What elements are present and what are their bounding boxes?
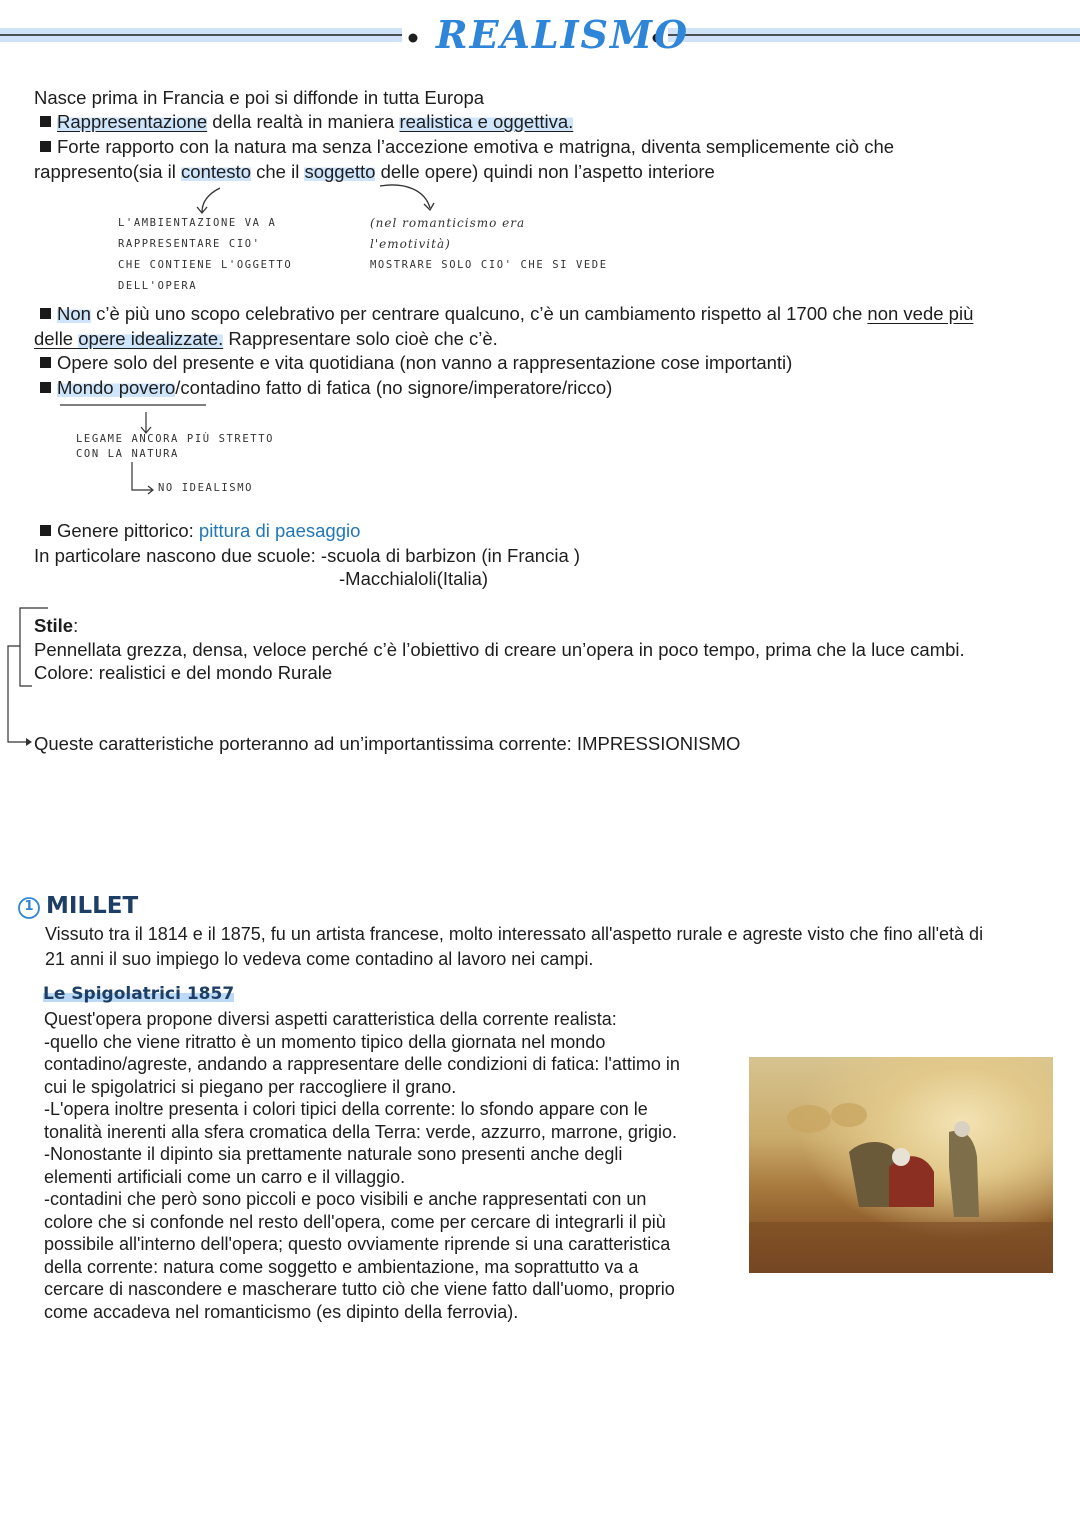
work-title: Le Spigolatrici 1857 <box>43 984 235 1004</box>
stile-colore: Colore: realistici e del mondo Rurale <box>34 662 333 683</box>
bullet-square-icon <box>40 308 51 319</box>
bullet-square-icon <box>40 116 51 127</box>
painting-spigolatrici <box>749 1057 1053 1273</box>
note-ambientazione: L'AMBIENTAZIONE VA A RAPPRESENTARE CIO' CHE CONTIENE L'OGGETTO DELL'OPERA <box>118 217 293 292</box>
bullet-mondo-povero: Mondo povero/contadino fatto di fatica (no signore/imperatore/ricco) <box>40 376 612 401</box>
bullet-scopo-celebrativo: Non c’è più uno scopo celebrativo per centrare qualcuno, c’è un cambiamento rispetto al 1700 che non vede più <box>40 302 973 327</box>
school-macchiaioli: -Macchialoli(Italia) <box>339 568 489 589</box>
work-description: Quest'opera propone diversi aspetti caratteristica della corrente realista: -quello che viene ritratto è un momento tipico della giornata nel mondo contadino/agreste, andando a rappresentare delle condizioni di fatica: l'attimo in cui le spigolatrici si piegano per raccogliere il grano. -L'opera inoltre presenta i colori tipici della corrente: lo sfondo appare con le tonalità inerenti alla sfera cromatica della Terra: verde, azzurro, marrone, grigio. -Nonostante il dipinto sia prettamente naturale sono presenti anche degli elementi artificiali come un carro e il villaggio. -contadini che però sono piccoli e poco visibili e anche rappresentati con un colore che si confonde nel resto dell'opera, come per cercare di integrarli il più possibile all'interno dell'opera; questo ovviamente riprende si una caratteristica della corrente: natura come soggetto e ambientazione, ma soprattutto va a cercare di nascondere e mascherare tutto ciò che viene fatto dall'uomo, proprio come accadeva nel romanticismo (es dipinto della ferrovia). <box>44 1009 680 1322</box>
bullet-square-icon <box>40 382 51 393</box>
genre-line: Genere pittorico: pittura di paesaggio <box>40 519 360 544</box>
painting-figures <box>749 1057 1053 1273</box>
bullet-rapporto-natura: Forte rapporto con la natura ma senza l’accezione emotiva e matrigna, diventa semplicemente ciò che <box>40 135 894 160</box>
bullet-rappresentazione: Rappresentazione della realtà in maniera realistica e oggettiva. <box>40 110 573 135</box>
bullet-square-icon <box>40 357 51 368</box>
bullet-square-icon <box>40 525 51 536</box>
conclusion-impressionismo: Queste caratteristiche porteranno ad un’importantissima corrente: IMPRESSIONISMO <box>34 733 741 754</box>
stile-heading: Stile: <box>34 615 79 636</box>
stile-pennellata: Pennellata grezza, densa, veloce perché c’è l’obiettivo di creare un’opera in poco tempo, prima che la luce cambi. <box>34 639 965 660</box>
bullet-presente: Opere solo del presente e vita quotidiana (non vanno a rappresentazione cose importanti) <box>40 351 792 376</box>
schools-line: In particolare nascono due scuole: -scuola di barbizon (in Francia ) <box>34 545 581 566</box>
bullet-rapporto-natura-cont: rappresento(sia il contesto che il soggetto delle opere) quindi non l’aspetto interiore <box>34 161 715 182</box>
note-no-idealismo: NO IDEALISMO <box>158 482 254 494</box>
millet-bio: Vissuto tra il 1814 e il 1875, fu un artista francese, molto interessato all'aspetto rurale e agreste visto che fino all'età di 21 anni il suo impiego lo vedeva come contadino al lavoro nei campi. <box>45 924 984 969</box>
section-heading-millet: MILLET <box>46 893 139 919</box>
bullet-square-icon <box>40 141 51 152</box>
bullet-scopo-celebrativo-cont: delle opere idealizzate. Rappresentare solo cioè che c’è. <box>34 328 498 349</box>
note-legame: LEGAME ANCORA PIÙ STRETTO CON LA NATURA <box>76 433 275 460</box>
section-number: 1 <box>24 899 34 914</box>
intro-line: Nasce prima in Francia e poi si diffonde in tutta Europa <box>34 87 485 108</box>
page-title: REALISMO <box>436 12 690 57</box>
note-romanticismo: (nel romanticismo era l'emotività) MOSTRARE SOLO CIO' CHE SI VEDE <box>370 216 608 271</box>
